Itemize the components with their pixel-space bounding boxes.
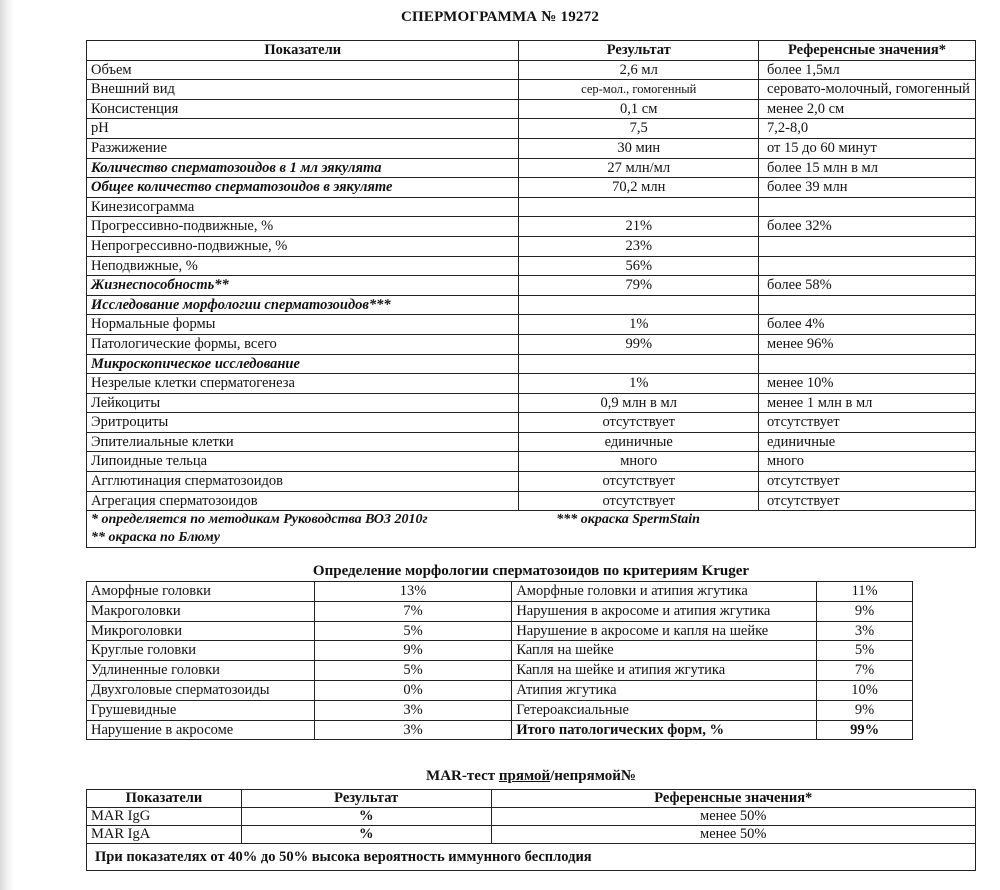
- mar-row-name: MAR IgA: [87, 826, 242, 844]
- row-name: Эритроциты: [87, 413, 519, 433]
- footnote-who-method: * определяется по методикам Руководства ВОЗ 2010г: [91, 512, 428, 528]
- row-result: 1%: [519, 374, 759, 394]
- kruger-value-a: 3%: [314, 720, 511, 740]
- row-name: Неподвижные, %: [87, 256, 519, 276]
- row-result: 2,6 мл: [519, 60, 759, 80]
- row-name: Непрогрессивно-подвижные, %: [87, 236, 519, 256]
- mar-note-row: [87, 844, 976, 871]
- kruger-total-value: 99%: [817, 720, 913, 740]
- table-row: [87, 354, 976, 374]
- row-ref: более 58%: [759, 276, 976, 296]
- table-row: [87, 393, 976, 413]
- kruger-value-a: 5%: [314, 661, 511, 681]
- row-ref: много: [759, 452, 976, 472]
- row-name: Лейкоциты: [87, 393, 519, 413]
- kruger-label-b: Нарушения в акросоме и атипия жгутика: [512, 601, 817, 621]
- table-row: [87, 276, 976, 296]
- table-row: [87, 236, 976, 256]
- row-result: 0,9 млн в мл: [519, 393, 759, 413]
- mar-row-ref: менее 50%: [491, 808, 975, 826]
- row-name: Липоидные тельца: [87, 452, 519, 472]
- row-name: Патологические формы, всего: [87, 334, 519, 354]
- row-result: много: [519, 452, 759, 472]
- row-result: [519, 295, 759, 315]
- table-row: [87, 700, 913, 720]
- kruger-value-b: 11%: [817, 582, 913, 602]
- mar-title-suffix: /непрямой№: [550, 768, 636, 784]
- table-row: [87, 158, 976, 178]
- kruger-title: Определение морфологии сперматозоидов по критериям Kruger: [312, 563, 750, 579]
- mar-title: [86, 768, 976, 785]
- row-ref: [759, 236, 976, 256]
- row-ref: [759, 295, 976, 315]
- kruger-value-a: 13%: [314, 582, 511, 602]
- kruger-value-a: 5%: [314, 621, 511, 641]
- row-name: Жизнеспособность**: [87, 276, 519, 296]
- mar-header-indicators: Показатели: [87, 790, 242, 808]
- row-ref: менее 96%: [759, 334, 976, 354]
- row-ref: 7,2-8,0: [759, 119, 976, 139]
- table-row: [87, 256, 976, 276]
- table-row: [87, 99, 976, 119]
- table-row: [87, 472, 976, 492]
- row-result: сер-мол., гомогенный: [519, 80, 759, 100]
- table-row: [87, 413, 976, 433]
- kruger-label-b: Капля на шейке и атипия жгутика: [512, 661, 817, 681]
- mar-header-reference: Референсные значения*: [491, 790, 975, 808]
- kruger-label-b: Аморфные головки и атипия жгутика: [512, 582, 817, 602]
- kruger-value-b: 9%: [817, 601, 913, 621]
- header-indicators: Показатели: [87, 41, 519, 61]
- row-ref: более 4%: [759, 315, 976, 335]
- row-result: 0,1 см: [519, 99, 759, 119]
- kruger-label-b: Капля на шейке: [512, 641, 817, 661]
- kruger-total-label: Итого патологических форм, %: [512, 720, 817, 740]
- row-result: 56%: [519, 256, 759, 276]
- table-row: [87, 334, 976, 354]
- row-name: Внешний вид: [87, 80, 519, 100]
- table-row: [87, 138, 976, 158]
- mar-header-result: Результат: [241, 790, 491, 808]
- table-row: [87, 641, 913, 661]
- kruger-table: [86, 581, 913, 740]
- kruger-label-a: Грушевидные: [87, 700, 315, 720]
- row-name: Объем: [87, 60, 519, 80]
- table-row: [87, 178, 976, 198]
- row-name: Прогрессивно-подвижные, %: [87, 217, 519, 237]
- footnote-blum: ** окраска по Блюму: [91, 530, 220, 546]
- kruger-label-a: Удлиненные головки: [87, 661, 315, 681]
- row-result: [519, 197, 759, 217]
- kruger-label-b: Гетероаксиальные: [512, 700, 817, 720]
- kruger-value-b: 3%: [817, 621, 913, 641]
- row-name: Незрелые клетки сперматогенеза: [87, 374, 519, 394]
- spermogram-table: [86, 40, 976, 548]
- row-ref: отсутствует: [759, 413, 976, 433]
- table-row: [87, 80, 976, 100]
- row-ref: единичные: [759, 432, 976, 452]
- table-row: [87, 119, 976, 139]
- row-result: 99%: [519, 334, 759, 354]
- table-row: [87, 452, 976, 472]
- row-result: 21%: [519, 217, 759, 237]
- mar-title-prefix: MAR-тест: [426, 768, 499, 784]
- kruger-label-a: Двухголовые сперматозоиды: [87, 680, 315, 700]
- row-name: Нормальные формы: [87, 315, 519, 335]
- row-ref: более 32%: [759, 217, 976, 237]
- row-name: Агрегация сперматозоидов: [87, 491, 519, 511]
- mar-table: [86, 789, 976, 871]
- mar-note: При показателях от 40% до 50% высока вероятность иммунного бесплодия: [87, 844, 976, 871]
- mar-row-ref: менее 50%: [491, 826, 975, 844]
- row-result: 23%: [519, 236, 759, 256]
- row-ref: [759, 354, 976, 374]
- row-ref: менее 10%: [759, 374, 976, 394]
- mar-row-result: %: [241, 826, 491, 844]
- footnotes-cell: [87, 511, 976, 548]
- kruger-value-a: 0%: [314, 680, 511, 700]
- row-name: Количество сперматозоидов в 1 мл эякулята: [87, 158, 519, 178]
- row-name: Исследование морфологии сперматозоидов***: [87, 295, 519, 315]
- mar-title-direct: прямой: [498, 768, 551, 784]
- row-ref: [759, 256, 976, 276]
- header-result: Результат: [519, 41, 759, 61]
- kruger-label-a: Круглые головки: [87, 641, 315, 661]
- row-ref: менее 1 млн в мл: [759, 393, 976, 413]
- table-row: [87, 621, 913, 641]
- table-row: [87, 680, 913, 700]
- table-row: [87, 582, 913, 602]
- kruger-value-b: 5%: [817, 641, 913, 661]
- row-result: 27 млн/мл: [519, 158, 759, 178]
- row-result: отсутствует: [519, 472, 759, 492]
- row-result: отсутствует: [519, 413, 759, 433]
- row-ref: более 39 млн: [759, 178, 976, 198]
- kruger-label-a: Микроголовки: [87, 621, 315, 641]
- kruger-label-a: Нарушение в акросоме: [87, 720, 315, 740]
- table-row: [87, 720, 913, 740]
- mar-row-result: %: [241, 808, 491, 826]
- footnote-row: [87, 511, 976, 548]
- kruger-value-b: 9%: [817, 700, 913, 720]
- table-row: [87, 197, 976, 217]
- row-ref: [759, 197, 976, 217]
- kruger-value-a: 7%: [314, 601, 511, 621]
- table-header-row: [87, 41, 976, 61]
- row-name: Общее количество сперматозоидов в эякуляте: [87, 178, 519, 198]
- row-name: Кинезисограмма: [87, 197, 519, 217]
- row-ref: более 1,5мл: [759, 60, 976, 80]
- table-row: [87, 217, 976, 237]
- kruger-value-b: 10%: [817, 680, 913, 700]
- table-row: [87, 60, 976, 80]
- row-result: [519, 354, 759, 374]
- row-name: Консистенция: [87, 99, 519, 119]
- row-name: Эпителиальные клетки: [87, 432, 519, 452]
- table-row: [87, 374, 976, 394]
- row-name: Микроскопическое исследование: [87, 354, 519, 374]
- row-ref: более 15 млн в мл: [759, 158, 976, 178]
- kruger-label-a: Макроголовки: [87, 601, 315, 621]
- row-ref: отсутствует: [759, 491, 976, 511]
- table-row: [87, 661, 913, 681]
- kruger-value-b: 7%: [817, 661, 913, 681]
- header-reference: Референсные значения*: [759, 41, 976, 61]
- row-result: единичные: [519, 432, 759, 452]
- footnote-spermstain: *** окраска SpermStain: [556, 512, 700, 528]
- row-result: 70,2 млн: [519, 178, 759, 198]
- row-result: 79%: [519, 276, 759, 296]
- row-result: отсутствует: [519, 491, 759, 511]
- row-name: pH: [87, 119, 519, 139]
- row-ref: менее 2,0 см: [759, 99, 976, 119]
- table-header-row: [87, 790, 976, 808]
- page-title: СПЕРМОГРАММА № 19272: [400, 9, 600, 25]
- table-row: [87, 601, 913, 621]
- kruger-label-b: Атипия жгутика: [512, 680, 817, 700]
- kruger-label-b: Нарушение в акросоме и капля на шейке: [512, 621, 817, 641]
- kruger-value-a: 3%: [314, 700, 511, 720]
- page-shadow-edge: [0, 0, 14, 890]
- table-row: [87, 295, 976, 315]
- row-ref: серовато-молочный, гомогенный: [759, 80, 976, 100]
- kruger-value-a: 9%: [314, 641, 511, 661]
- table-row: [87, 826, 976, 844]
- row-name: Агглютинация сперматозоидов: [87, 472, 519, 492]
- kruger-label-a: Аморфные головки: [87, 582, 315, 602]
- row-result: 7,5: [519, 119, 759, 139]
- table-row: [87, 808, 976, 826]
- table-row: [87, 432, 976, 452]
- mar-row-name: MAR IgG: [87, 808, 242, 826]
- table-row: [87, 491, 976, 511]
- row-result: 1%: [519, 315, 759, 335]
- row-ref: отсутствует: [759, 472, 976, 492]
- row-result: 30 мин: [519, 138, 759, 158]
- row-name: Разжижение: [87, 138, 519, 158]
- table-row: [87, 315, 976, 335]
- row-ref: от 15 до 60 минут: [759, 138, 976, 158]
